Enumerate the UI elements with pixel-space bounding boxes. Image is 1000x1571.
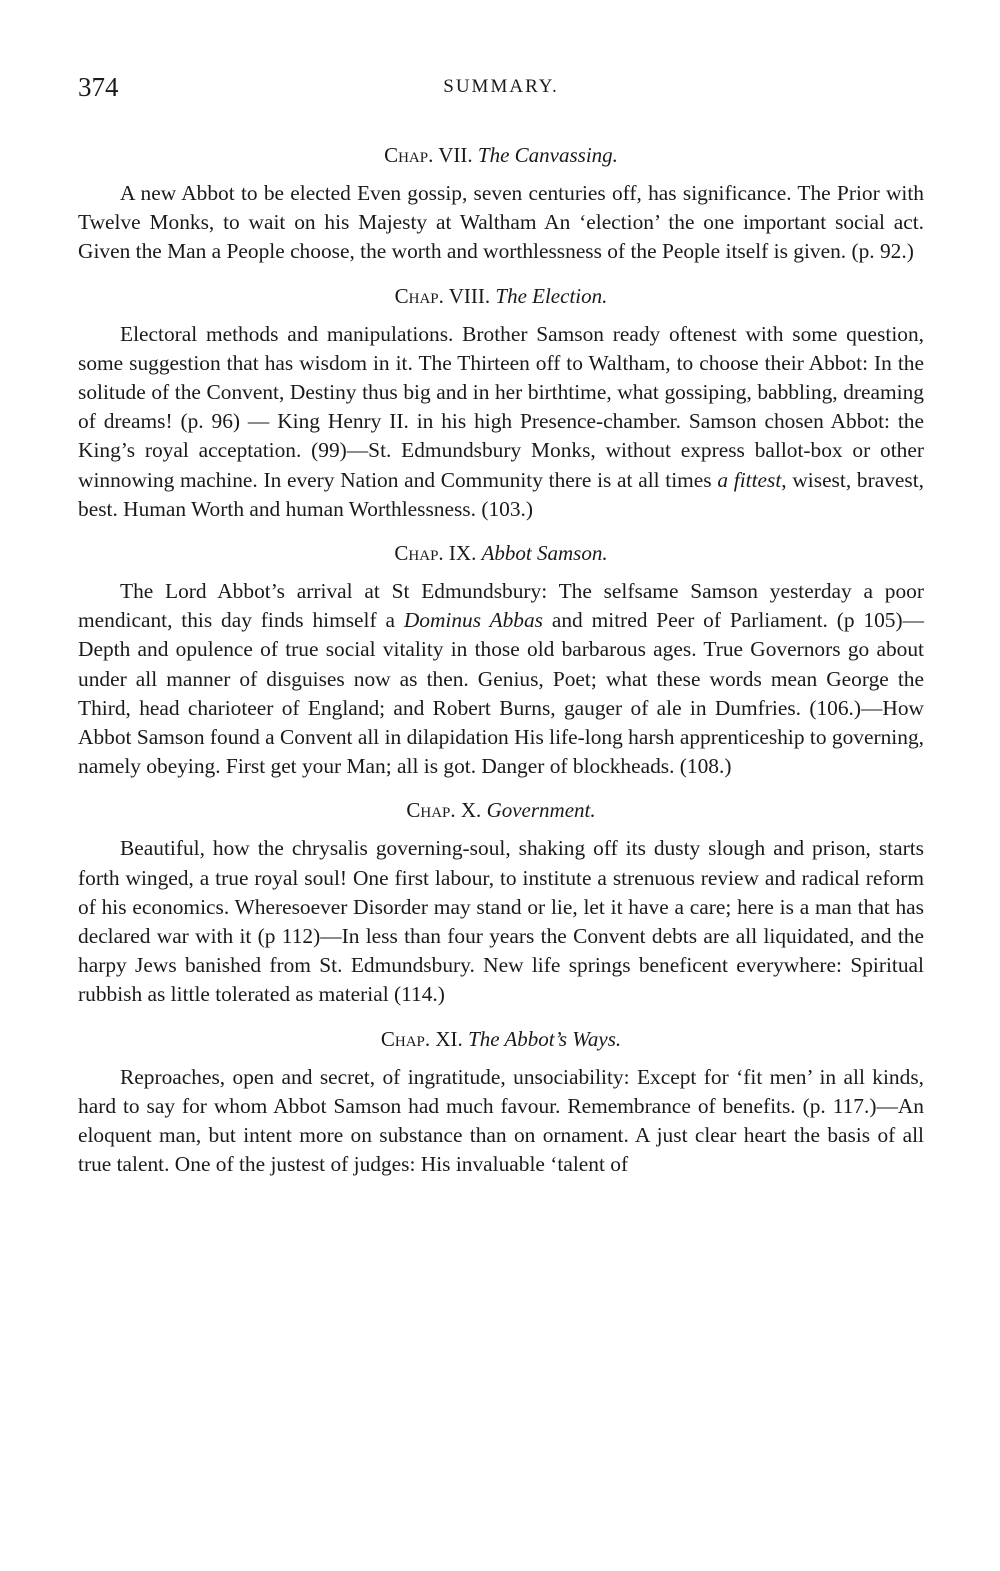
chapter-heading (78, 140, 924, 170)
chapter-label: Chap. VII. (384, 143, 473, 167)
summary-text: , wisest, bravest, best. Human Worth and human Worthlessness. (103.) (78, 467, 924, 521)
summary-text: Beautiful, how the chrysalis governing-soul, shaking off its dusty slough and prison, starts forth winged, a true royal soul! One first labour, to institute a strenuous review and radical reform of his economics. Wheresoever Disorder may stand or lie, let it have a care; here is a man that has declared war with it (p 112)—In less than four years the Convent debts are all liquidated, and the harpy Jews banished from St. Edmundsbury. New life springs beneficent everywhere: Spiritual rubbish as little tolerated as material (114.) (78, 836, 924, 1007)
chapter-title: Government. (486, 798, 596, 823)
chapter-title: The Abbot’s Ways. (468, 1026, 622, 1051)
summary-text: The Lord Abbot’s arrival at St Edmundsbury: The selfsame Samson yesterday a poor mendicant, this day finds himself a (78, 579, 924, 633)
chapter-summary (78, 1063, 924, 1180)
chapter-label: Chap. VIII. (394, 283, 491, 308)
chapter-summary (78, 179, 924, 267)
summary-text: Reproaches, open and secret, of ingratitude, unsociability: Except for ‘fit men’ in all kinds, hard to say for whom Abbot Samson had much favour. Remembrance of benefits. (p. 117.)—An eloquent man, but intent more on substance than on ornament. A just clear heart the basis of all true talent. One of the justest of judges: His invaluable ‘talent of (78, 1064, 924, 1177)
chapter-label: Chap. X. (406, 798, 482, 823)
summary-text: A new Abbot to be elected Even gossip, seven centuries off, has significance. The Prior with Twelve Monks, to wait on his Majesty at Waltham An ‘election’ the one important social act. Given the Man a People choose, the worth and worthlessness of the People itself is given. (p. 92.) (78, 181, 924, 264)
summary-emphasis: Dominus Abbas (403, 608, 544, 633)
summary-emphasis: a fittest (717, 467, 782, 492)
chapter-heading (78, 795, 924, 825)
chapter-summary (78, 834, 924, 1009)
page-content (78, 140, 924, 1193)
page-number: 374 (78, 72, 119, 102)
summary-text: Electoral methods and manipulations. Brother Samson ready oftenest with some question, some suggestion that has wisdom in it. The Thirteen off to Waltham, to choose their Abbot: In the solitude of the Convent, Destiny thus big and in her birthtime, what gossiping, babbling, dreaming of dreams! (p. 96) — King Henry II. in his high Presence-chamber. Samson chosen Abbot: the King’s royal acceptation. (99)—St. Edmundsbury Monks, without express ballot-box or other winnowing machine. In every Nation and Community there is at all times (78, 321, 924, 492)
chapter-title: The Canvassing. (477, 143, 618, 167)
summary-text: and mitred Peer of Parliament. (p 105)—Depth and opulence of true social vitality in those old barbarous ages. True Governors go about under all manner of disguises now as then. Genius, Poet; what these words mean George the Third, head charioteer of England; and Robert Burns, gauger of ale in Dumfries. (106.)—How Abbot Samson found a Convent all in dilapidation His life-long harsh apprenticeship to governing, namely obeying. First get your Man; all is got. Danger of blockheads. (108.) (78, 608, 924, 779)
chapter-summary (78, 577, 924, 781)
page-header (78, 72, 924, 112)
chapter-heading (78, 281, 924, 311)
chapter-title: The Election. (495, 283, 608, 308)
chapter-summary (78, 320, 924, 524)
chapter-label: Chap. XI. (380, 1026, 463, 1051)
chapter-title: Abbot Samson. (481, 541, 608, 566)
running-head: SUMMARY. (443, 76, 559, 97)
chapter-heading (78, 1024, 924, 1054)
chapter-label: Chap. IX. (394, 541, 477, 566)
chapter-heading (78, 538, 924, 568)
